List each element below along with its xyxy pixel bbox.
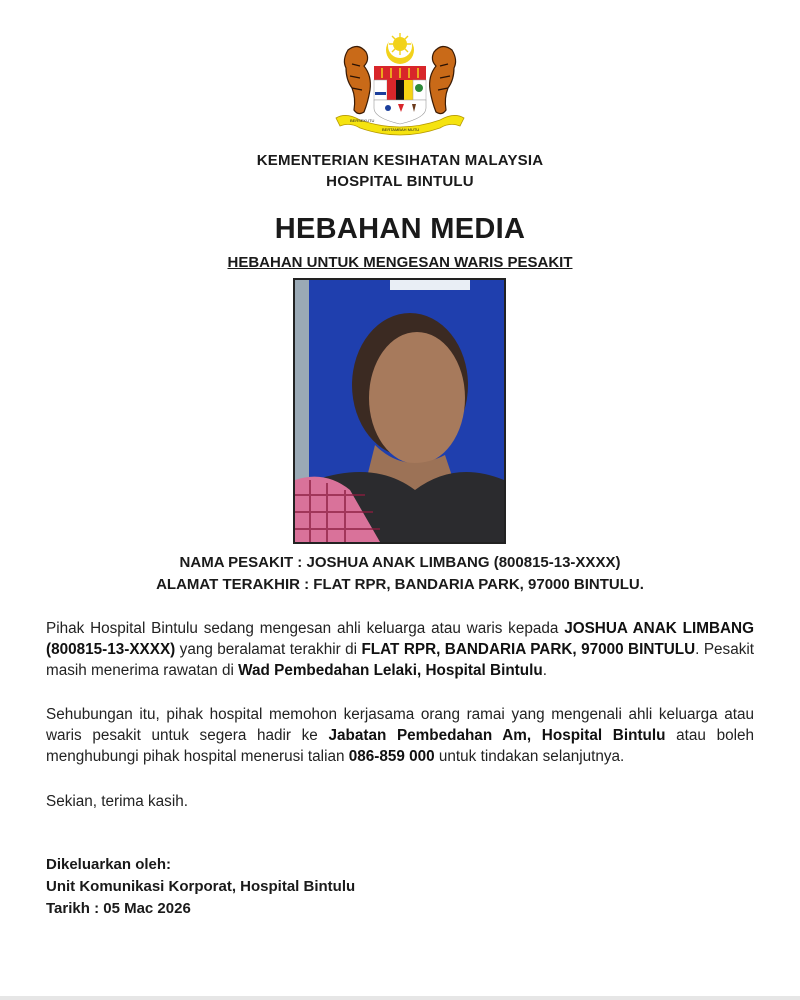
p1-patient-name: JOSHUA ANAK LIMBANG (800815-13-XXXX) [46, 620, 754, 658]
paragraph-2 [46, 704, 754, 767]
patient-address-line [0, 574, 800, 596]
page-bottom-edge [0, 996, 800, 1000]
patient-info [0, 552, 800, 596]
p2-text-3: untuk tindakan selanjutnya. [434, 748, 625, 765]
patient-photo-image [295, 280, 504, 542]
p1-text-3: . Pesakit masih menerima rawatan di [46, 641, 755, 679]
p1-address: FLAT RPR, BANDARIA PARK, 97000 BINTULU [361, 641, 696, 658]
p2-phone-number: 086-859 000 [348, 748, 435, 765]
issue-date: Tarikh : 05 Mac 2026 [46, 900, 191, 917]
document-subtitle: HEBAHAN UNTUK MENGESAN WARIS PESAKIT [227, 254, 573, 271]
patient-name-label: NAMA PESAKIT : [179, 554, 307, 571]
closing-line: Sekian, terima kasih. [46, 793, 188, 810]
p1-text-4: . [542, 662, 547, 679]
malaysia-coat-of-arms-logo [330, 30, 470, 142]
svg-text:BERSEKUTU: BERSEKUTU [350, 118, 375, 123]
ministry-name: KEMENTERIAN KESIHATAN MALAYSIA [256, 152, 544, 169]
p2-text-2: atau boleh menghubungi pihak hospital menerusi talian [46, 727, 754, 765]
issuer-label: Dikeluarkan oleh: [46, 856, 172, 873]
patient-photo [293, 278, 506, 544]
patient-address-value: FLAT RPR, BANDARIA PARK, 97000 BINTULU. [313, 576, 644, 593]
p2-department: Jabatan Pembedahan Am, Hospital Bintulu [328, 727, 666, 744]
p1-text-1: Pihak Hospital Bintulu sedang mengesan ahli keluarga atau waris kepada [46, 620, 565, 637]
document-title: HEBAHAN MEDIA [274, 213, 526, 245]
patient-name-line [0, 552, 800, 574]
header [0, 150, 800, 192]
patient-address-label: ALAMAT TERAKHIR : [156, 576, 314, 593]
issuer-unit: Unit Komunikasi Korporat, Hospital Bintulu [46, 878, 356, 895]
svg-text:BERTAMBAH MUTU: BERTAMBAH MUTU [382, 127, 420, 132]
issuer-block [46, 854, 355, 920]
paragraph-1 [46, 618, 754, 681]
p1-text-2: yang beralamat terakhir di [175, 641, 362, 658]
patient-name-value: JOSHUA ANAK LIMBANG (800815-13-XXXX) [306, 554, 621, 571]
hospital-name: HOSPITAL BINTULU [326, 173, 474, 190]
p2-text-1: Sehubungan itu, pihak hospital memohon kerjasama orang ramai yang mengenali ahli keluarga atau waris pesakit untuk segera hadir ke [46, 706, 754, 744]
p1-ward: Wad Pembedahan Lelaki, Hospital Bintulu [238, 662, 543, 679]
